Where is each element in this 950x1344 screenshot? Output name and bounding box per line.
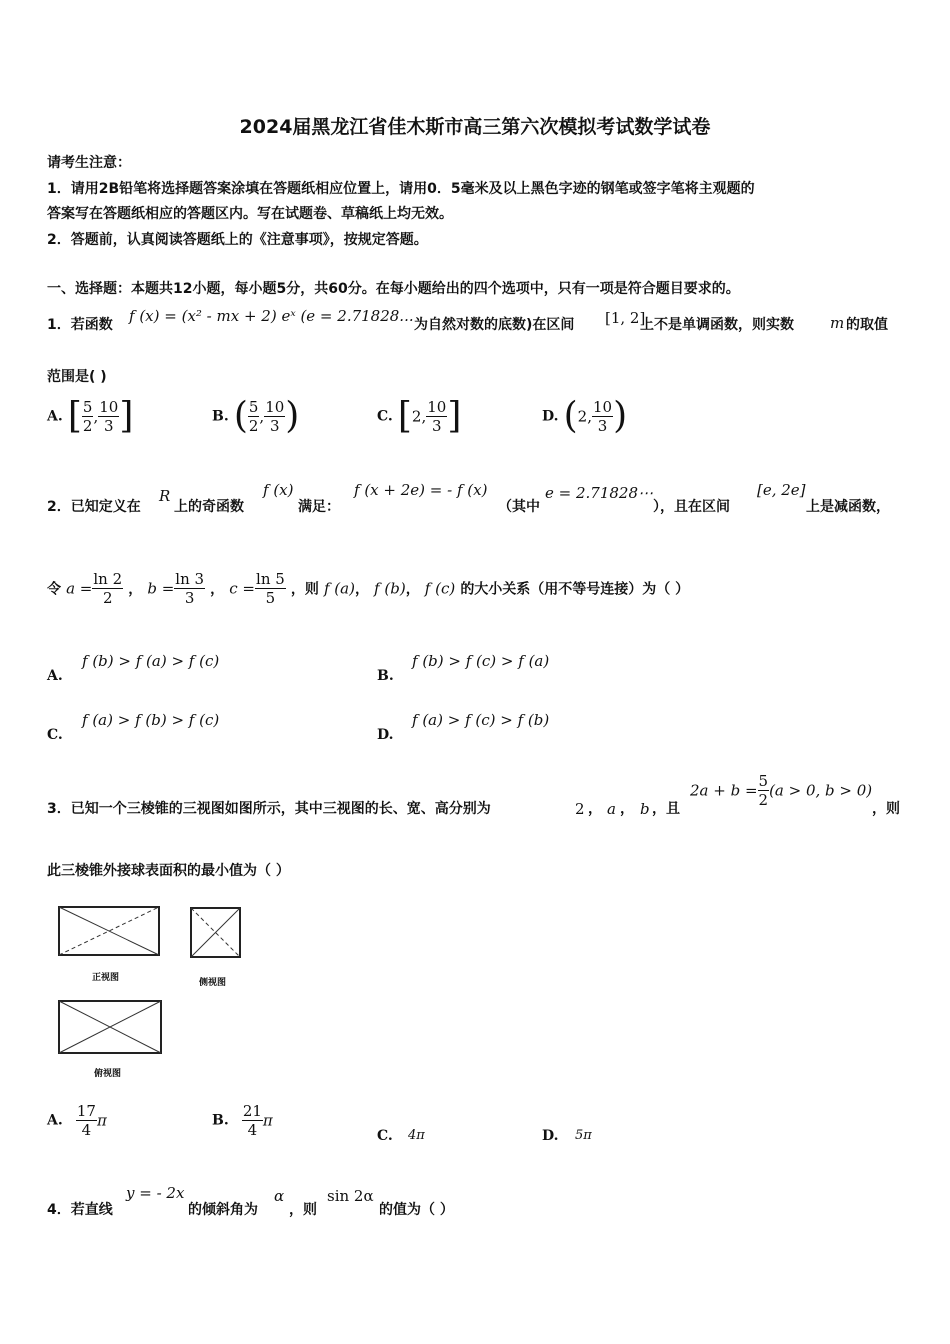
q2-then: ，则	[290, 581, 319, 598]
q3-option-a[interactable]: A. $\frac{17}{4}$ π	[47, 1102, 107, 1139]
q2-text-5: 上是减函数，	[806, 499, 890, 515]
notice-line-2: 答案写在答题纸相应的答题区内。写在试题卷、草稿纸上均无效。	[47, 206, 453, 222]
q3-constraint	[690, 772, 872, 809]
fraction: $\frac{21}{4}$	[242, 1102, 262, 1139]
side-view-caption: 侧视图	[199, 978, 227, 988]
q1-interval: [1, 2]	[605, 309, 646, 327]
page-title: 2024届黑龙江省佳木斯市高三第六次模拟考试数学试卷	[239, 116, 711, 138]
q3-va: a	[607, 800, 616, 818]
bracket-close: ]	[447, 395, 462, 437]
q2-line-2: 令 a = $\frac{\ln 2}{2}$ ， b = $\frac{\ln 3}{3}$ ， c = $\frac{\ln 5}{5}$ ，则 f (a)， f (b)， f (c) 的大小关系（用不等号连接）为（ ）	[47, 570, 690, 607]
bracket-open: (	[233, 395, 248, 437]
bracket-close: )	[285, 395, 300, 437]
section-heading: 一、选择题：本题共12小题，每小题5分，共60分。在每小题给出的四个选项中，只有一项是符合题目要求的。	[47, 281, 740, 297]
q1-prefix: 1．若函数	[47, 317, 113, 333]
fc: f (c)	[424, 579, 456, 598]
option-label: D.	[542, 408, 559, 425]
q2-e-value: e = 2.71828⋯	[545, 484, 654, 502]
fraction: $\frac{5}{2}$	[82, 398, 93, 435]
q4-sin: sin 2α	[327, 1187, 374, 1205]
q1-mid-text: 为自然对数的底数)在区间	[414, 317, 575, 333]
option-label: A.	[47, 408, 63, 425]
q2-interval: [e, 2e]	[757, 481, 806, 499]
bracket-close: ]	[119, 395, 134, 437]
q4-text-3: 的值为（ ）	[379, 1202, 454, 1218]
q2-option-c-text[interactable]: f (a) > f (b) > f (c)	[82, 711, 220, 729]
q4-text-1: 的倾斜角为	[188, 1202, 258, 1218]
q2-let: 令	[47, 581, 61, 598]
q2-R: R	[159, 487, 171, 505]
q3-option-d-label[interactable]: D.	[542, 1128, 559, 1144]
q3-option-c-text[interactable]: 4π	[408, 1128, 425, 1143]
fraction-a: $\frac{\ln 2}{2}$	[93, 570, 123, 607]
bracket-open: [	[397, 395, 412, 437]
q4-prefix: 4．若直线	[47, 1202, 113, 1218]
side-view-figure	[188, 904, 244, 960]
q3-v2: 2	[575, 800, 585, 818]
q2-option-a-label[interactable]: A.	[47, 668, 63, 684]
notice-heading: 请考生注意：	[47, 155, 131, 171]
option-label: A.	[47, 1112, 63, 1129]
option-label: B.	[212, 1112, 229, 1129]
q1-option-c[interactable]: C. [2, $\frac{10}{3}$ ]	[377, 395, 462, 437]
q1-var-m: m	[830, 314, 845, 332]
notice-line-3: 2．答题前，认真阅读答题纸上的《注意事项》，按规定答题。	[47, 232, 428, 248]
q3-text-2: ，则	[872, 801, 900, 817]
bracket-open: (	[563, 395, 578, 437]
fraction: $\frac{17}{4}$	[76, 1102, 96, 1139]
eq-left: 2a + b =	[690, 781, 758, 800]
fraction: $\frac{10}{3}$	[99, 398, 119, 435]
fraction: $\frac{5}{2}$	[758, 772, 769, 809]
option-label: B.	[212, 408, 229, 425]
top-view-caption: 俯视图	[94, 1069, 122, 1079]
q3-vb: b	[640, 800, 650, 818]
q2-option-d-text[interactable]: f (a) > f (c) > f (b)	[412, 711, 550, 729]
fraction: $\frac{10}{3}$	[427, 398, 447, 435]
q2-option-d-label[interactable]: D.	[377, 727, 394, 743]
q2-option-c-label[interactable]: C.	[47, 727, 63, 743]
eq-right: (a > 0, b > 0)	[769, 781, 873, 800]
option-label: C.	[377, 408, 393, 425]
q2-equation: f (x + 2e) = - f (x)	[354, 481, 488, 499]
fa: f (a)	[323, 579, 355, 598]
fraction: $\frac{5}{2}$	[248, 398, 259, 435]
q4-alpha: α	[274, 1187, 285, 1205]
q2-text-1: 上的奇函数	[174, 499, 244, 515]
bound-value: 2	[577, 407, 588, 426]
front-view-caption: 正视图	[92, 973, 120, 983]
q2-option-b-label[interactable]: B.	[377, 668, 394, 684]
top-view-figure	[55, 997, 167, 1057]
notice-line-1: 1．请用2B铅笔将选择题答案涂填在答题纸相应位置上，请用0．5毫米及以上黑色字迹的钢笔或签字笔将主观题的	[47, 181, 755, 197]
q1-option-b[interactable]: B. ( $\frac{5}{2}$ , $\frac{10}{3}$ )	[212, 395, 300, 437]
q2-option-a-text[interactable]: f (b) > f (a) > f (c)	[82, 652, 220, 670]
q2-text-2: 满足：	[298, 499, 340, 515]
q3-prefix: 3．已知一个三棱锥的三视图如图所示，其中三视图的长、宽、高分别为	[47, 801, 491, 817]
fb: f (b)	[374, 579, 406, 598]
a-variable: a =	[66, 579, 93, 598]
q3-option-c-label[interactable]: C.	[377, 1128, 393, 1144]
q3-text-1: ，且	[652, 801, 680, 817]
q2-text-4: ），且在区间	[653, 499, 730, 515]
q2-option-b-text[interactable]: f (b) > f (c) > f (a)	[412, 652, 550, 670]
q3-line-2: 此三棱锥外接球表面积的最小值为（ ）	[47, 863, 290, 879]
q2-text-3: （其中	[498, 499, 540, 515]
bracket-close: )	[613, 395, 628, 437]
q1-line-2: 范围是( )	[47, 369, 107, 385]
q1-option-d[interactable]: D. (2, $\frac{10}{3}$ )	[542, 395, 628, 437]
fraction: $\frac{10}{3}$	[592, 398, 613, 435]
q2-question: 的大小关系（用不等号连接）为（ ）	[460, 581, 690, 598]
fraction-c: $\frac{\ln 5}{5}$	[256, 570, 285, 607]
q4-line-equation: y = - 2x	[126, 1184, 185, 1202]
q1-option-a[interactable]: A. [ $\frac{5}{2}$ , $\frac{10}{3}$ ]	[47, 395, 134, 437]
q1-formula: f (x) = (x² - mx + 2) eˣ (e = 2.71828...	[129, 307, 414, 325]
q4-text-2: ，则	[289, 1202, 317, 1218]
bound-value: 2	[411, 407, 422, 426]
q3-option-d-text[interactable]: 5π	[575, 1128, 592, 1143]
fraction: $\frac{10}{3}$	[265, 398, 285, 435]
q1-suffix: 上不是单调函数，则实数	[640, 317, 794, 333]
front-view-figure	[55, 903, 165, 958]
fraction-b: $\frac{\ln 3}{3}$	[175, 570, 205, 607]
b-variable: b =	[147, 579, 175, 598]
q2-fx: f (x)	[263, 481, 294, 499]
c-variable: c =	[229, 579, 256, 598]
bracket-open: [	[67, 395, 82, 437]
q3-option-b[interactable]: B. $\frac{21}{4}$ π	[212, 1102, 273, 1139]
q2-prefix: 2．已知定义在	[47, 499, 141, 515]
q1-end: 的取值	[846, 317, 888, 333]
